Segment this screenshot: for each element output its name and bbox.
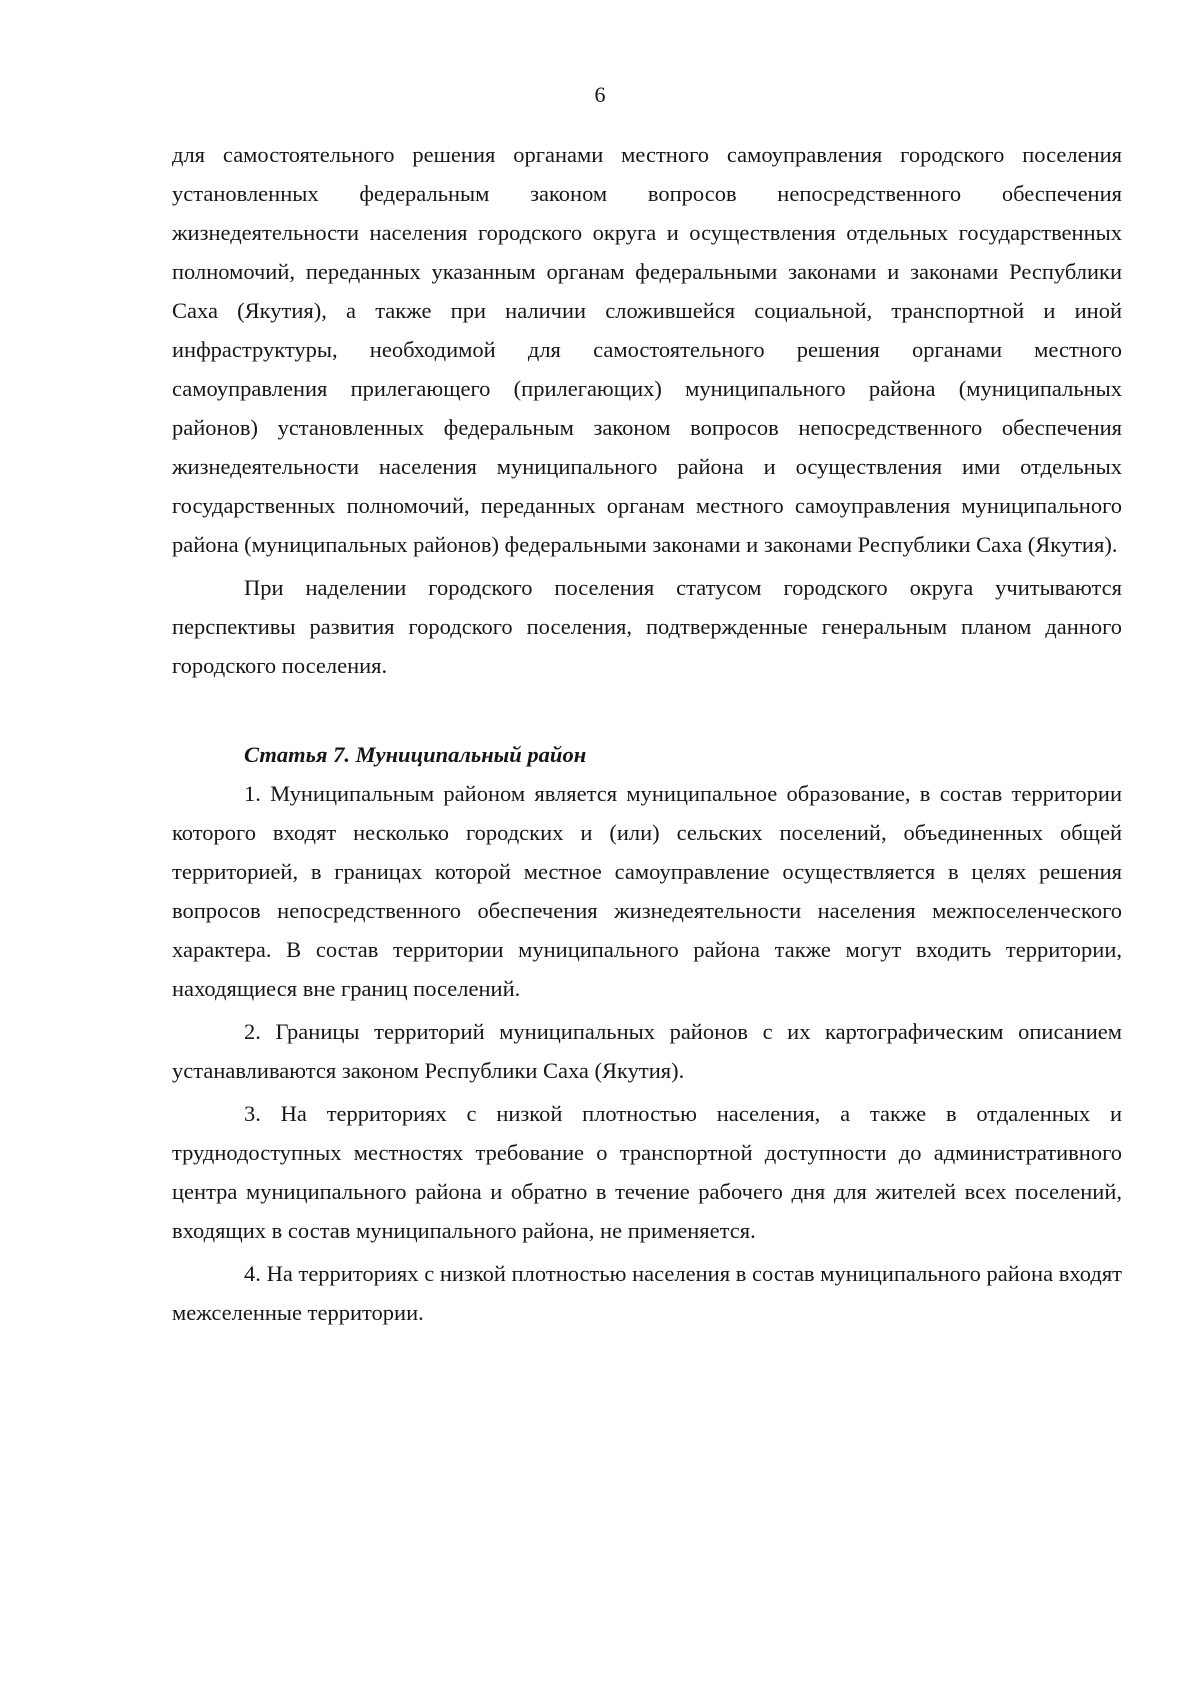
article-item-4: 4. На территориях с низкой плотностью населения в состав муниципального района входят межселенные территории. [172,1261,1122,1325]
article-item-1: 1. Муниципальным районом является муниципальное образование, в состав территории которого входят несколько городских и (или) сельских поселений, объединенных общей территорией, в границах которой местное самоуправление осуществляется в целях решения вопросов непосредственного обеспечения жизнедеятельности населения межпоселенческого характера. В состав территории муниципального района также могут входить территории, находящиеся вне границ поселений. [172,781,1122,1001]
paragraph-city-status: При наделении городского поселения статусом городского округа учитываются перспективы развития городского поселения, подтвержденные генеральным планом данного городского поселения. [172,575,1122,678]
article-item-2: 2. Границы территорий муниципальных районов с их картографическим описанием устанавливаются законом Республики Саха (Якутия). [172,1019,1122,1083]
paragraph-continuation: для самостоятельного решения органами местного самоуправления городского поселения установленных федеральным законом вопросов непосредственного обеспечения жизнедеятельности населения городского округа и осуществления отдельных государственных полномочий, переданных указанным органам федеральными законами и законами Республики Саха (Якутия), а также при наличии сложившейся социальной, транспортной и иной инфраструктуры, необходимой для самостоятельного решения органами местного самоуправления прилегающего (прилегающих) муниципального района (муниципальных районов) установленных федеральным законом вопросов непосредственного обеспечения жизнедеятельности населения муниципального района и осуществления ими отдельных государственных полномочий, переданных органам местного самоуправления муниципального района (муниципальных районов) федеральными законами и законами Республики Саха (Якутия). [172,142,1122,557]
article-heading: Статья 7. Муниципальный район [244,742,587,767]
article-item-3: 3. На территориях с низкой плотностью населения, а также в отдаленных и труднодоступных местностях требование о транспортной доступности до административного центра муниципального района и обратно в течение рабочего дня для жителей всех поселений, входящих в состав муниципального района, не применяется. [172,1101,1122,1243]
page-number: 6 [594,82,606,107]
document-body [172,135,1122,1332]
